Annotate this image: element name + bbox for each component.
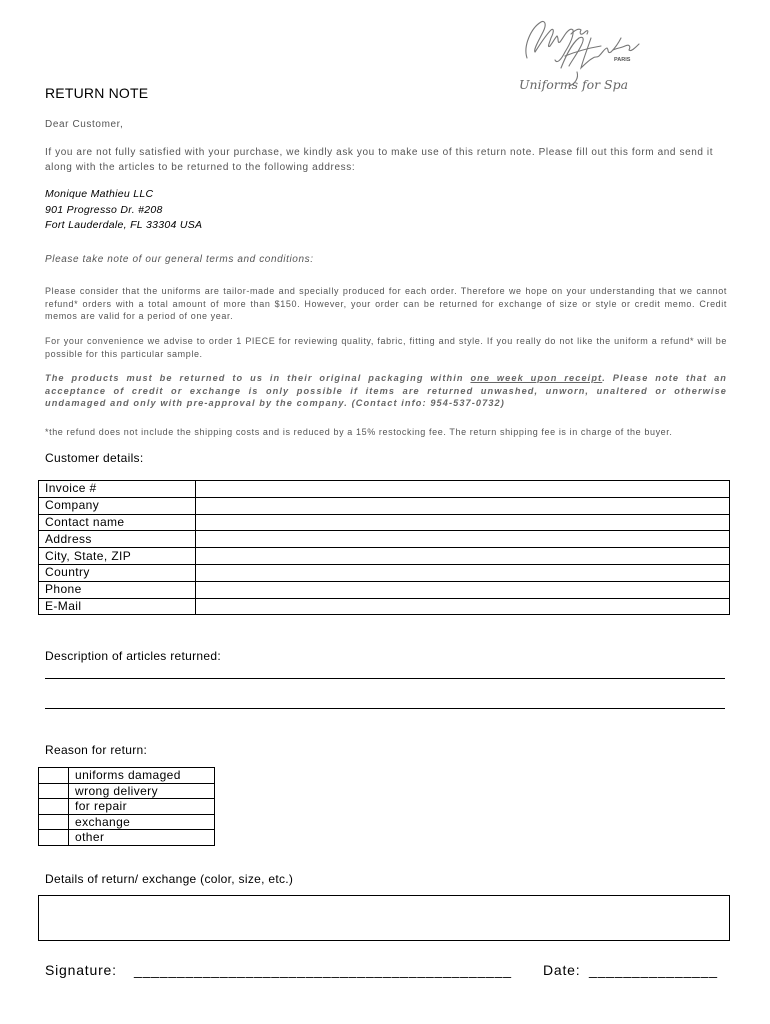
table-row xyxy=(39,598,730,615)
company-field[interactable] xyxy=(196,497,730,514)
greeting: Dear Customer, xyxy=(45,119,124,130)
table-row xyxy=(39,830,215,846)
description-heading: Description of articles returned: xyxy=(45,649,221,663)
brand-logo xyxy=(505,8,650,100)
reason-label: wrong delivery xyxy=(69,783,215,799)
table-row xyxy=(39,783,215,799)
address-line-2: 901 Progresso Dr. #208 xyxy=(45,203,163,216)
table-row xyxy=(39,548,730,565)
field-label: Contact name xyxy=(39,514,196,531)
signature-label: Signature: xyxy=(45,962,117,978)
details-textbox[interactable] xyxy=(38,895,730,941)
date-line[interactable]: _______________ xyxy=(589,962,718,978)
customer-details-heading: Customer details: xyxy=(45,451,144,465)
refund-footnote: *the refund does not include the shipping costs and is reduced by a 15% restocking fee. The return shipping fee is in charge of the buyer. xyxy=(45,427,673,437)
terms-heading: Please take note of our general terms and conditions: xyxy=(45,254,314,265)
signature-line[interactable]: ____________________________________________ xyxy=(134,962,512,978)
reason-heading: Reason for return: xyxy=(45,743,148,757)
field-label: Company xyxy=(39,497,196,514)
field-label: E-Mail xyxy=(39,598,196,615)
phone-field[interactable] xyxy=(196,581,730,598)
details-heading: Details of return/ exchange (color, size, etc.) xyxy=(45,872,294,886)
intro-paragraph: If you are not fully satisfied with your purchase, we kindly ask you to make use of this return note. Please fill out this form and send it along with the articles to be returned to the following address: xyxy=(45,147,714,173)
table-row xyxy=(39,768,215,784)
table-row xyxy=(39,814,215,830)
table-row xyxy=(39,581,730,598)
logo-city: PARIS xyxy=(614,57,631,63)
reason-label: uniforms damaged xyxy=(69,768,215,784)
table-row xyxy=(39,481,730,498)
reason-label: other xyxy=(69,830,215,846)
date-label: Date: xyxy=(543,962,581,978)
country-field[interactable] xyxy=(196,564,730,581)
terms-p3-before: The products must be returned to us in their original packaging within xyxy=(45,373,471,383)
contact-name-field[interactable] xyxy=(196,514,730,531)
field-label: City, State, ZIP xyxy=(39,548,196,565)
address-line-3: Fort Lauderdale, FL 33304 USA xyxy=(45,219,203,231)
description-line-2[interactable] xyxy=(45,708,725,709)
field-label: Phone xyxy=(39,581,196,598)
table-row xyxy=(39,799,215,815)
return-address xyxy=(45,187,202,234)
reason-checkbox[interactable] xyxy=(39,768,69,784)
address-field[interactable] xyxy=(196,531,730,548)
terms-paragraph-2: For your convenience we advise to order 1 PIECE for reviewing quality, fabric, fitting and style. If you really do not like the uniform a refund* will be possible for this particular sample. xyxy=(45,336,727,359)
terms-paragraph-3 xyxy=(45,372,727,410)
table-row xyxy=(39,497,730,514)
table-row xyxy=(39,531,730,548)
table-row xyxy=(39,514,730,531)
reason-checkbox[interactable] xyxy=(39,814,69,830)
reason-checkbox[interactable] xyxy=(39,783,69,799)
reason-checkbox[interactable] xyxy=(39,830,69,846)
field-label: Country xyxy=(39,564,196,581)
customer-details-table xyxy=(38,480,730,615)
page-title: RETURN NOTE xyxy=(45,85,149,101)
reason-table xyxy=(38,767,215,846)
terms-p3-underlined: one week upon receipt xyxy=(470,373,603,383)
email-field[interactable] xyxy=(196,598,730,615)
terms-p3-after: . Please note that an acceptance of credit or exchange is only possible if items are returned unwashed, unworn, unaltered or otherwise undamaged and only with pre-approval by the company. (Contact info: 954-537-0732) xyxy=(45,373,727,408)
field-label: Address xyxy=(39,531,196,548)
city-state-zip-field[interactable] xyxy=(196,548,730,565)
invoice-field[interactable] xyxy=(196,481,730,498)
table-row xyxy=(39,564,730,581)
field-label: Invoice # xyxy=(39,481,196,498)
reason-label: for repair xyxy=(69,799,215,815)
address-line-1: Monique Mathieu LLC xyxy=(45,188,154,200)
terms-paragraph-1: Please consider that the uniforms are tailor-made and specially produced for each order. Therefore we hope on your understanding that we cannot refund* orders with a total amount of more than $150. However, your order can be returned for exchange of size or style or credit memo. Credit memos are valid for a period of one year. xyxy=(45,286,727,321)
reason-checkbox[interactable] xyxy=(39,799,69,815)
reason-label: exchange xyxy=(69,814,215,830)
logo-tagline: Uniforms for Spa xyxy=(519,77,629,92)
description-line-1[interactable] xyxy=(45,678,725,679)
